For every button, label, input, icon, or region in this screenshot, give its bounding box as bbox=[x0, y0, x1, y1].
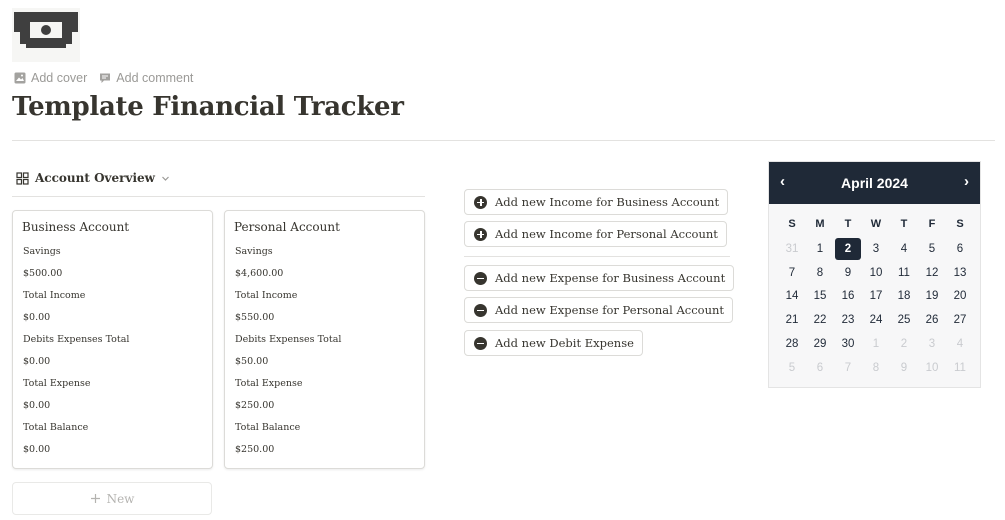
weekday-label: T bbox=[844, 218, 852, 230]
calendar-day[interactable]: 17 bbox=[869, 290, 883, 302]
new-card-button[interactable] bbox=[12, 482, 212, 515]
calendar-day[interactable]: 12 bbox=[925, 267, 939, 279]
expense-value: $0.00 bbox=[23, 400, 51, 411]
calendar-week bbox=[778, 309, 974, 331]
add-comment-button[interactable] bbox=[99, 71, 193, 85]
calendar-day[interactable]: 8 bbox=[816, 267, 824, 279]
account-card-business[interactable] bbox=[12, 210, 213, 469]
calendar-week bbox=[778, 285, 974, 307]
plus-circle-icon bbox=[474, 228, 487, 241]
calendar-day[interactable]: 9 bbox=[900, 362, 908, 374]
title-divider bbox=[12, 140, 995, 141]
calendar-day[interactable]: 30 bbox=[841, 338, 855, 350]
image-icon bbox=[14, 72, 26, 84]
balance-label: Total Balance bbox=[235, 422, 301, 433]
next-month-button[interactable]: › bbox=[964, 173, 969, 190]
calendar-week bbox=[778, 262, 974, 284]
calendar-week bbox=[778, 357, 974, 379]
calendar-week bbox=[778, 333, 974, 355]
calendar-day[interactable]: 14 bbox=[785, 290, 799, 302]
calendar-widget bbox=[768, 161, 981, 388]
gallery-icon bbox=[16, 172, 29, 185]
income-label: Total Income bbox=[23, 290, 86, 301]
debits-label: Debits Expenses Total bbox=[23, 334, 130, 345]
page-meta-row bbox=[14, 71, 193, 85]
expense-label: Total Expense bbox=[235, 378, 303, 389]
weekday-label: T bbox=[900, 218, 908, 230]
calendar-day[interactable]: 19 bbox=[925, 290, 939, 302]
calendar-day[interactable]: 11 bbox=[954, 362, 966, 374]
calendar-day[interactable]: 27 bbox=[953, 314, 967, 326]
income-label: Total Income bbox=[235, 290, 298, 301]
savings-label: Savings bbox=[23, 246, 61, 257]
plus-circle-icon bbox=[474, 196, 487, 209]
add-cover-label: Add cover bbox=[31, 71, 88, 85]
add-expense-business-button[interactable] bbox=[464, 265, 734, 291]
money-bill-icon[interactable] bbox=[12, 8, 80, 62]
weekday-label: S bbox=[956, 218, 964, 230]
weekday-label: S bbox=[788, 218, 796, 230]
calendar-day[interactable]: 9 bbox=[844, 267, 852, 279]
calendar-day[interactable]: 26 bbox=[925, 314, 939, 326]
income-value: $550.00 bbox=[235, 312, 275, 323]
add-debit-expense-button[interactable] bbox=[464, 330, 643, 356]
calendar-day[interactable]: 18 bbox=[897, 290, 911, 302]
balance-value: $250.00 bbox=[235, 444, 275, 455]
balance-value: $0.00 bbox=[23, 444, 51, 455]
button-label: Add new Expense for Personal Account bbox=[495, 303, 725, 317]
calendar-week bbox=[778, 238, 974, 260]
previous-month-button[interactable]: ‹ bbox=[780, 173, 785, 190]
calendar-day[interactable]: 3 bbox=[872, 243, 880, 255]
calendar-day[interactable]: 2 bbox=[900, 338, 908, 350]
calendar-day[interactable]: 10 bbox=[925, 362, 939, 374]
weekday-label: F bbox=[928, 218, 936, 230]
view-selector[interactable] bbox=[16, 171, 170, 185]
add-expense-personal-button[interactable] bbox=[464, 297, 733, 323]
calendar-day[interactable]: 31 bbox=[785, 243, 799, 255]
view-divider bbox=[12, 196, 425, 197]
card-title: Business Account bbox=[22, 220, 130, 234]
add-comment-label: Add comment bbox=[116, 71, 194, 85]
calendar-day[interactable]: 8 bbox=[872, 362, 880, 374]
calendar-day-selected[interactable]: 2 bbox=[835, 238, 861, 260]
calendar-day[interactable]: 11 bbox=[898, 267, 910, 279]
minus-circle-icon bbox=[474, 304, 487, 317]
calendar-day[interactable]: 5 bbox=[928, 243, 936, 255]
button-label: Add new Income for Business Account bbox=[495, 195, 720, 209]
page-title[interactable]: Template Financial Tracker bbox=[12, 92, 404, 122]
calendar-weekdays bbox=[778, 218, 974, 230]
savings-value: $500.00 bbox=[23, 268, 63, 279]
card-title: Personal Account bbox=[234, 220, 340, 234]
income-value: $0.00 bbox=[23, 312, 51, 323]
calendar-day[interactable]: 5 bbox=[788, 362, 796, 374]
button-label: Add new Debit Expense bbox=[495, 336, 634, 350]
calendar-day[interactable]: 4 bbox=[956, 338, 964, 350]
plus-icon bbox=[90, 493, 101, 504]
calendar-header bbox=[769, 162, 980, 204]
calendar-day[interactable]: 7 bbox=[788, 267, 796, 279]
calendar-day[interactable]: 3 bbox=[928, 338, 936, 350]
comment-icon bbox=[99, 72, 111, 84]
debits-value: $50.00 bbox=[235, 356, 269, 367]
view-name: Account Overview bbox=[35, 171, 155, 185]
calendar-day[interactable]: 1 bbox=[872, 338, 880, 350]
calendar-day[interactable]: 10 bbox=[869, 267, 883, 279]
calendar-day[interactable]: 4 bbox=[900, 243, 908, 255]
button-label: Add new Expense for Business Account bbox=[495, 271, 726, 285]
calendar-day[interactable]: 6 bbox=[816, 362, 824, 374]
calendar-month: April 2024 bbox=[841, 175, 908, 191]
button-divider bbox=[464, 256, 730, 257]
minus-circle-icon bbox=[474, 272, 487, 285]
new-card-label: New bbox=[106, 491, 135, 506]
expense-label: Total Expense bbox=[23, 378, 91, 389]
debits-value: $0.00 bbox=[23, 356, 51, 367]
calendar-day[interactable]: 24 bbox=[869, 314, 883, 326]
calendar-day[interactable]: 16 bbox=[841, 290, 855, 302]
expense-value: $250.00 bbox=[235, 400, 275, 411]
calendar-day[interactable]: 22 bbox=[813, 314, 827, 326]
calendar-day[interactable]: 28 bbox=[785, 338, 799, 350]
calendar-day[interactable]: 23 bbox=[841, 314, 855, 326]
add-income-personal-button[interactable] bbox=[464, 221, 727, 247]
add-income-business-button[interactable] bbox=[464, 189, 728, 215]
calendar-day[interactable]: 20 bbox=[953, 290, 967, 302]
account-card-personal[interactable] bbox=[224, 210, 425, 469]
debits-label: Debits Expenses Total bbox=[235, 334, 342, 345]
calendar-day[interactable]: 6 bbox=[956, 243, 964, 255]
calendar-day[interactable]: 7 bbox=[844, 362, 852, 374]
button-label: Add new Income for Personal Account bbox=[495, 227, 718, 241]
add-cover-button[interactable] bbox=[14, 71, 87, 85]
calendar-day[interactable]: 29 bbox=[813, 338, 827, 350]
weekday-label: W bbox=[870, 218, 882, 230]
minus-circle-icon bbox=[474, 337, 487, 350]
calendar-day[interactable]: 1 bbox=[816, 243, 824, 255]
calendar-day[interactable]: 21 bbox=[785, 314, 799, 326]
chevron-down-icon bbox=[161, 174, 170, 183]
savings-label: Savings bbox=[235, 246, 273, 257]
calendar-day[interactable]: 15 bbox=[813, 290, 827, 302]
calendar-day[interactable]: 13 bbox=[953, 267, 967, 279]
calendar-day[interactable]: 25 bbox=[897, 314, 911, 326]
balance-label: Total Balance bbox=[23, 422, 89, 433]
weekday-label: M bbox=[815, 218, 825, 230]
savings-value: $4,600.00 bbox=[235, 268, 284, 279]
